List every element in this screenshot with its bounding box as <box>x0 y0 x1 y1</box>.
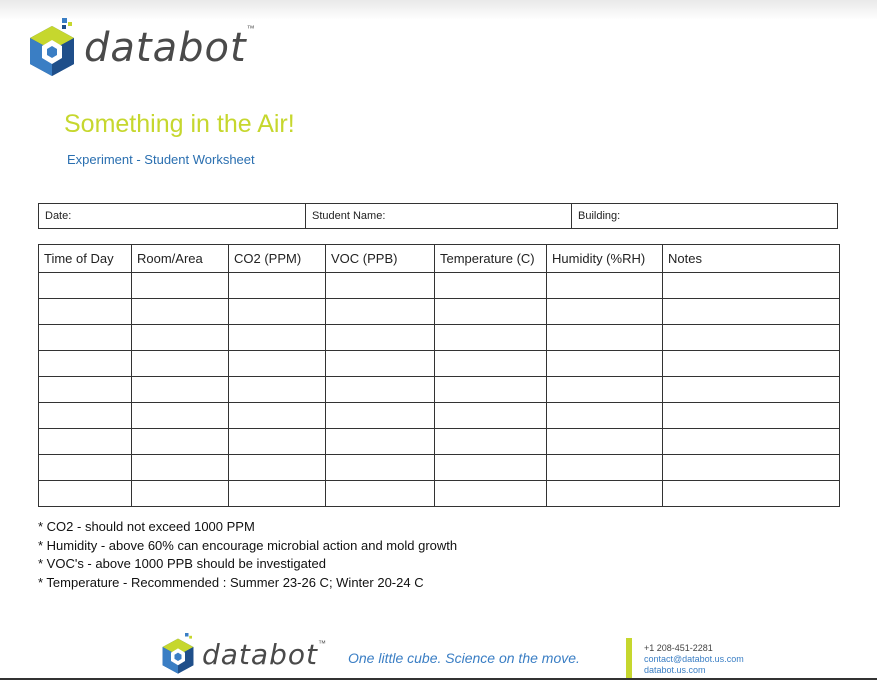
note-humidity: * Humidity - above 60% can encourage microbial action and mold growth <box>38 537 458 553</box>
table-entry-cell[interactable] <box>326 429 435 455</box>
table-entry-cell[interactable] <box>132 377 229 403</box>
table-entry-cell[interactable] <box>229 481 326 507</box>
table-entry-cell[interactable] <box>547 299 663 325</box>
page-subtitle: Experiment - Student Worksheet <box>67 152 255 167</box>
footer-trademark-symbol: ™ <box>317 639 326 648</box>
trademark-symbol: ™ <box>246 24 255 33</box>
table-entry-cell[interactable] <box>39 325 132 351</box>
table-entry-cell[interactable] <box>326 481 435 507</box>
table-row <box>39 377 840 403</box>
table-entry-cell[interactable] <box>39 481 132 507</box>
building-label: Building: <box>578 210 621 222</box>
table-entry-cell[interactable] <box>132 481 229 507</box>
table-entry-cell[interactable] <box>547 403 663 429</box>
table-entry-cell[interactable] <box>435 351 547 377</box>
table-entry-cell[interactable] <box>663 429 840 455</box>
databot-wordmark: databot <box>84 25 247 71</box>
footer-contact <box>644 643 744 676</box>
table-entry-cell[interactable] <box>132 429 229 455</box>
table-entry-cell[interactable] <box>39 273 132 299</box>
databot-cube-icon <box>28 18 76 78</box>
page-title: Something in the Air! <box>64 110 295 138</box>
table-entry-cell[interactable] <box>39 429 132 455</box>
table-entry-cell[interactable] <box>229 377 326 403</box>
table-entry-cell[interactable] <box>435 455 547 481</box>
data-log-table <box>38 244 840 507</box>
footer-divider <box>626 638 632 678</box>
table-entry-cell[interactable] <box>663 455 840 481</box>
table-entry-cell[interactable] <box>547 429 663 455</box>
table-entry-cell[interactable] <box>435 299 547 325</box>
table-entry-cell[interactable] <box>39 377 132 403</box>
table-entry-cell[interactable] <box>547 351 663 377</box>
date-label: Date: <box>45 210 72 222</box>
table-entry-cell[interactable] <box>435 377 547 403</box>
table-entry-cell[interactable] <box>547 377 663 403</box>
column-header-humidity: Humidity (%RH) <box>547 245 663 273</box>
table-entry-cell[interactable] <box>435 325 547 351</box>
table-entry-cell[interactable] <box>229 299 326 325</box>
table-entry-cell[interactable] <box>326 299 435 325</box>
table-entry-cell[interactable] <box>326 455 435 481</box>
column-header-temperature: Temperature (C) <box>435 245 547 273</box>
table-entry-cell[interactable] <box>663 377 840 403</box>
table-entry-cell[interactable] <box>39 455 132 481</box>
note-temperature: * Temperature - Recommended : Summer 23-26 C; Winter 20-24 C <box>38 574 424 590</box>
table-entry-cell[interactable] <box>39 403 132 429</box>
contact-phone: +1 208-451-2281 <box>644 643 713 653</box>
table-entry-cell[interactable] <box>663 351 840 377</box>
top-shadow <box>0 0 877 20</box>
table-entry-cell[interactable] <box>39 299 132 325</box>
table-entry-cell[interactable] <box>39 351 132 377</box>
table-entry-cell[interactable] <box>229 351 326 377</box>
table-entry-cell[interactable] <box>229 273 326 299</box>
column-header-time-of-day: Time of Day <box>39 245 132 273</box>
table-entry-cell[interactable] <box>326 351 435 377</box>
student-name-label: Student Name: <box>312 210 386 222</box>
table-row <box>39 403 840 429</box>
table-entry-cell[interactable] <box>547 273 663 299</box>
table-entry-cell[interactable] <box>547 455 663 481</box>
table-row <box>39 429 840 455</box>
note-voc: * VOC's - above 1000 PPB should be investigated <box>38 556 326 571</box>
table-entry-cell[interactable] <box>663 299 840 325</box>
table-entry-cell[interactable] <box>229 455 326 481</box>
footer-databot-logo <box>160 633 326 675</box>
table-header-row <box>39 245 840 273</box>
table-row <box>39 299 840 325</box>
footer-slogan: One little cube. Science on the move. <box>348 650 580 666</box>
databot-logo <box>28 18 255 78</box>
table-entry-cell[interactable] <box>435 403 547 429</box>
table-entry-cell[interactable] <box>663 403 840 429</box>
date-field[interactable] <box>39 204 306 228</box>
table-entry-cell[interactable] <box>229 325 326 351</box>
table-entry-cell[interactable] <box>547 325 663 351</box>
table-row <box>39 481 840 507</box>
table-row <box>39 455 840 481</box>
note-co2: * CO2 - should not exceed 1000 PPM <box>38 519 255 534</box>
table-entry-cell[interactable] <box>547 481 663 507</box>
guideline-notes <box>38 518 457 592</box>
table-entry-cell[interactable] <box>229 403 326 429</box>
table-entry-cell[interactable] <box>326 273 435 299</box>
table-entry-cell[interactable] <box>663 325 840 351</box>
table-entry-cell[interactable] <box>229 429 326 455</box>
contact-email[interactable]: contact@databot.us.com <box>644 654 744 664</box>
table-entry-cell[interactable] <box>435 481 547 507</box>
table-entry-cell[interactable] <box>132 325 229 351</box>
table-entry-cell[interactable] <box>132 299 229 325</box>
building-field[interactable] <box>572 204 837 228</box>
table-entry-cell[interactable] <box>663 273 840 299</box>
table-entry-cell[interactable] <box>326 377 435 403</box>
column-header-notes: Notes <box>663 245 840 273</box>
table-entry-cell[interactable] <box>132 351 229 377</box>
table-entry-cell[interactable] <box>663 481 840 507</box>
table-entry-cell[interactable] <box>435 273 547 299</box>
column-header-voc: VOC (PPB) <box>326 245 435 273</box>
table-entry-cell[interactable] <box>132 455 229 481</box>
table-entry-cell[interactable] <box>326 325 435 351</box>
column-header-room-area: Room/Area <box>132 245 229 273</box>
column-header-co2: CO2 (PPM) <box>229 245 326 273</box>
table-entry-cell[interactable] <box>132 273 229 299</box>
table-entry-cell[interactable] <box>132 403 229 429</box>
table-row <box>39 273 840 299</box>
table-entry-cell[interactable] <box>326 403 435 429</box>
info-row <box>38 203 838 229</box>
table-entry-cell[interactable] <box>435 429 547 455</box>
student-name-field[interactable] <box>306 204 572 228</box>
footer-databot-cube-icon <box>160 633 196 675</box>
table-row <box>39 351 840 377</box>
footer-databot-wordmark: databot <box>202 637 318 671</box>
contact-website[interactable]: databot.us.com <box>644 665 706 675</box>
table-row <box>39 325 840 351</box>
